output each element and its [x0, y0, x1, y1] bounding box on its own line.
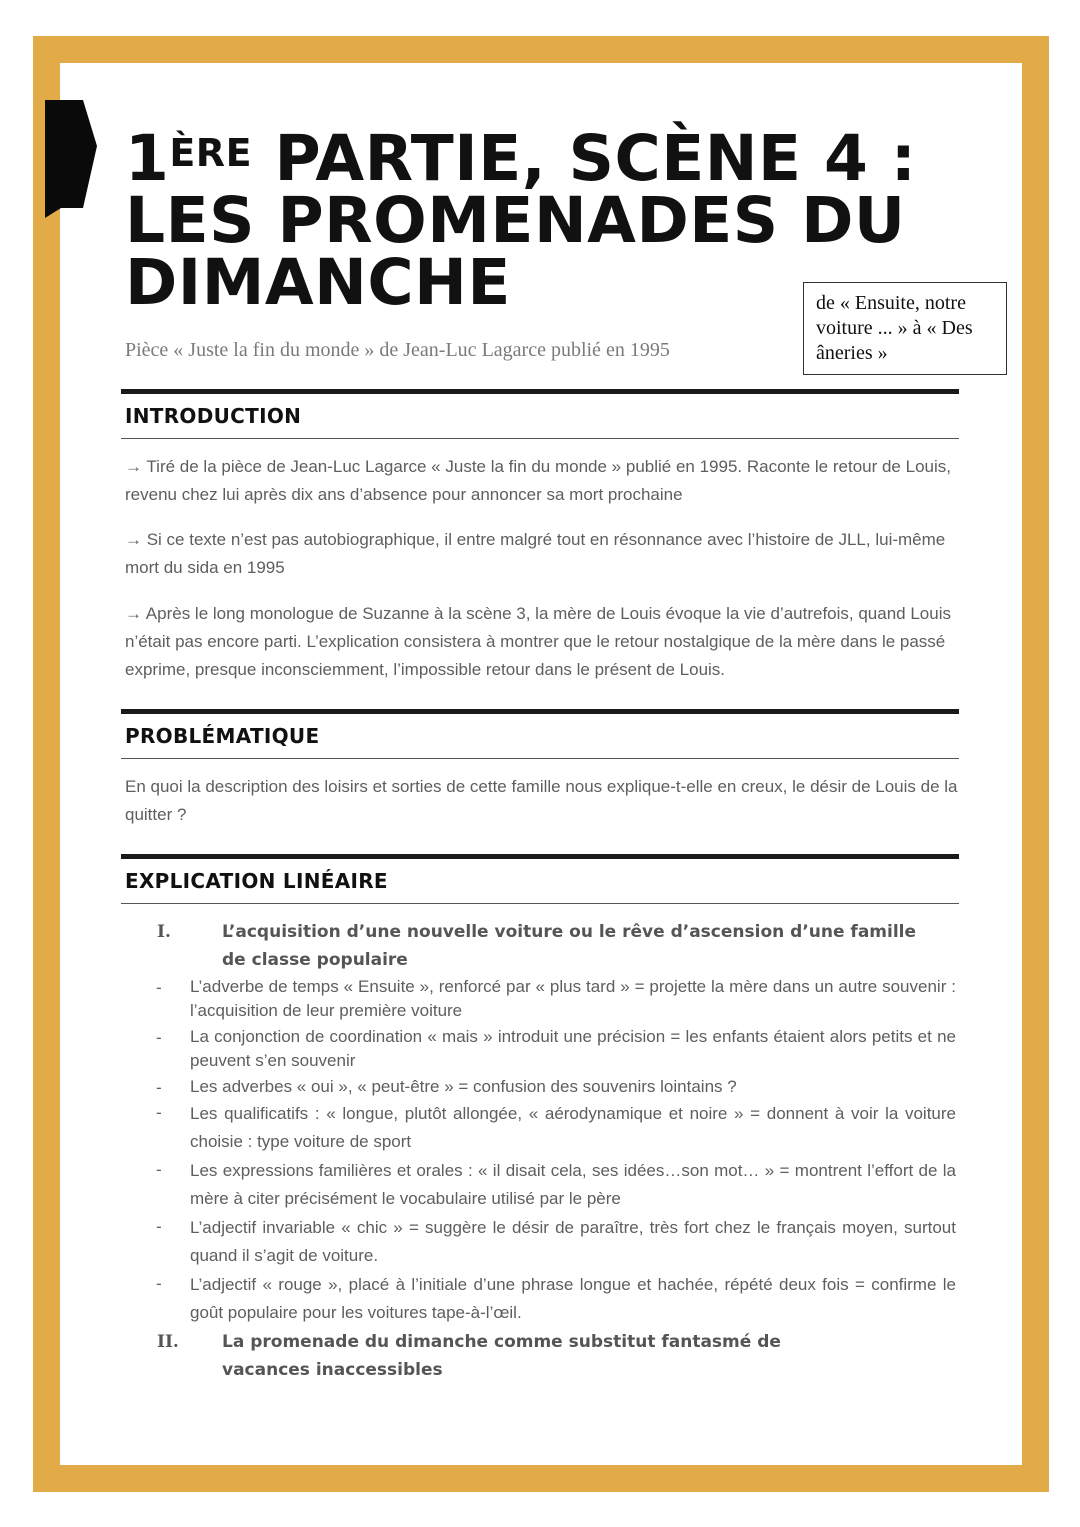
part-numeral: I. — [157, 922, 171, 942]
bullet-item: L’adjectif invariable « chic » = suggère le désir de paraître, très fort chez le français moyen, surtout quand il s’agit de voiture. — [190, 1218, 956, 1265]
intro-paragraph: → Après le long monologue de Suzanne à la scène 3, la mère de Louis évoque la vie d’autrefois, quand Louis n’était pas encore parti. L’explication consistera à montrer que le retour nostalgique de la mère dans le passé exprime, presque inconsciemment, l’impossible retour dans le présent de Louis. — [125, 604, 951, 679]
bullet-dash: - — [156, 1103, 162, 1122]
section-rule-top — [121, 389, 959, 394]
title-prefix: 1 — [125, 122, 170, 195]
section-rule-top — [121, 854, 959, 859]
problematique-heading: PROBLÉMATIQUE — [125, 724, 320, 748]
page-title — [125, 122, 917, 319]
section-rule-bottom — [121, 903, 959, 904]
excerpt-range-box: de « Ensuite, notre voiture ... » à « Des âneries » — [803, 282, 1007, 375]
section-rule-bottom — [121, 758, 959, 759]
part-title: L’acquisition d’une nouvelle voiture ou le rêve d’ascension d’une famille de classe populaire — [222, 922, 917, 970]
section-rule-bottom — [121, 438, 959, 439]
part-title: La promenade du dimanche comme substitut fantasmé de vacances inaccessibles — [222, 1332, 781, 1380]
bullet-dash: - — [156, 1217, 162, 1236]
problematique-text: En quoi la description des loisirs et sorties de cette famille nous explique-t-elle en creux, le désir de Louis de la quitter ? — [125, 777, 958, 824]
part-numeral: II. — [157, 1332, 179, 1352]
intro-paragraph: → Tiré de la pièce de Jean-Luc Lagarce « Juste la fin du monde » publié en 1995. Raconte le retour de Louis, revenu chez lui après dix ans d’absence pour annoncer sa mort prochaine — [125, 457, 951, 504]
title-superscript: ÈRE — [169, 131, 253, 175]
subtitle: Pièce « Juste la fin du monde » de Jean-Luc Lagarce publié en 1995 — [125, 339, 670, 361]
bullet-item: Les adverbes « oui », « peut-être » = confusion des souvenirs lointains ? — [190, 1077, 737, 1096]
chapter-tab-marker — [45, 100, 97, 218]
bullet-dash: - — [156, 1078, 162, 1097]
bullet-item: Les qualificatifs : « longue, plutôt allongée, « aérodynamique et noire » = donnent à voir la voiture choisie : type voiture de sport — [190, 1104, 956, 1151]
title-line2: LES PROMENADES DU — [125, 184, 906, 257]
bullet-item: La conjonction de coordination « mais » introduit une précision = les enfants étaient alors petits et ne peuvent s’en souvenir — [190, 1027, 956, 1070]
introduction-heading: INTRODUCTION — [125, 404, 302, 428]
bullet-item: Les expressions familières et orales : « il disait cela, ses idées…son mot… » = montrent l’effort de la mère à citer précisément le vocabulaire utilisé par le père — [190, 1161, 956, 1208]
bullet-dash: - — [156, 1274, 162, 1293]
bullet-dash: - — [156, 978, 162, 997]
bullet-item: L’adverbe de temps « Ensuite », renforcé par « plus tard » = projette la mère dans un autre souvenir : l’acquisition de leur première voiture — [190, 977, 956, 1020]
intro-paragraph: → Si ce texte n’est pas autobiographique, il entre malgré tout en résonnance avec l’histoire de JLL, lui-même mort du sida en 1995 — [125, 530, 946, 577]
explication-heading: EXPLICATION LINÉAIRE — [125, 869, 388, 893]
bullet-dash: - — [156, 1028, 162, 1047]
title-line3: DIMANCHE — [125, 246, 511, 319]
title-line1-rest: PARTIE, SCÈNE 4 : — [252, 122, 917, 195]
bullet-dash: - — [156, 1160, 162, 1179]
bullet-item: L’adjectif « rouge », placé à l’initiale d’une phrase longue et hachée, répété deux fois = confirme le goût populaire pour les voitures tape-à-l’œil. — [190, 1275, 956, 1322]
section-rule-top — [121, 709, 959, 714]
